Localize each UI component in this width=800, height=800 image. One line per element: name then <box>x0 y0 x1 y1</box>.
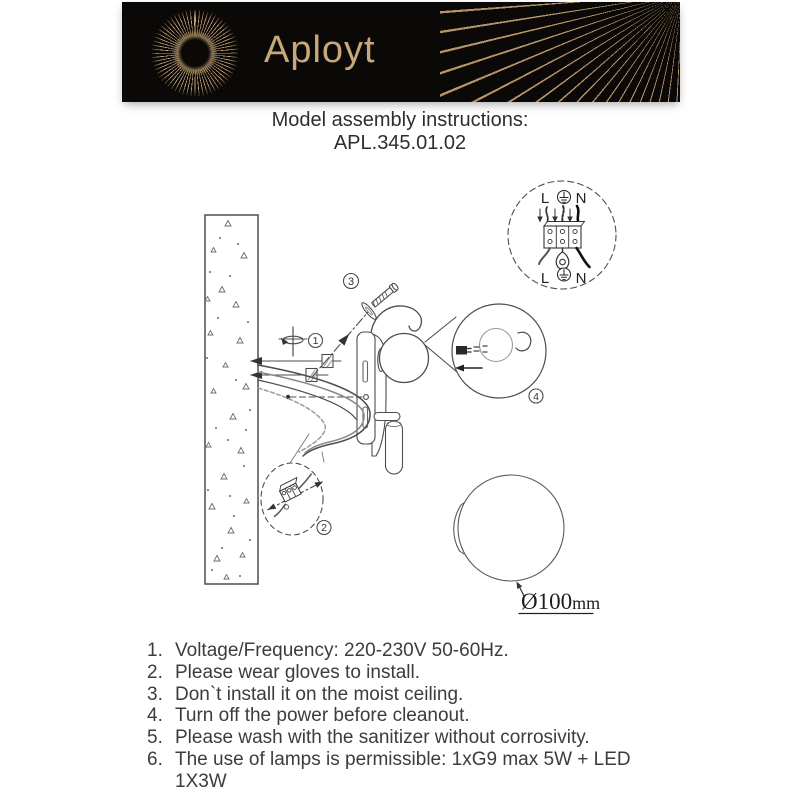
dimension-label <box>521 589 600 614</box>
dimension-unit: mm <box>572 593 601 613</box>
callout-1 <box>309 334 323 348</box>
item-text: Turn off the power before cleanout. <box>175 705 470 727</box>
item-number: 2. <box>147 661 163 683</box>
instruction-list <box>147 640 692 793</box>
item-number: 6. <box>147 748 163 770</box>
canopy-back-detail <box>425 304 546 398</box>
item-number: 1. <box>147 640 163 661</box>
wiring-diagram-detail <box>508 181 616 289</box>
wall <box>205 215 258 584</box>
brand-name: Aployt <box>264 28 376 71</box>
globe-shade <box>380 334 429 383</box>
wire-label-l-bottom: L <box>540 270 550 287</box>
instruction-item <box>147 684 692 706</box>
title-block <box>0 109 800 155</box>
callout-2 <box>317 521 331 535</box>
lamp-cylinder <box>386 421 403 474</box>
item-text: Please wash with the sanitizer without corrosivity. <box>175 727 590 749</box>
callout-4 <box>529 389 543 403</box>
model-number: APL.345.01.02 <box>333 132 467 154</box>
callout-3 <box>344 274 359 289</box>
item-text: Voltage/Frequency: 220-230V 50-60Hz. <box>175 640 509 661</box>
item-number: 3. <box>147 683 163 705</box>
instruction-item <box>147 705 692 727</box>
instruction-item <box>147 662 692 684</box>
instruction-item <box>147 749 692 771</box>
wire-label-n-bottom: N <box>575 270 587 287</box>
starburst-logo-icon <box>152 10 238 96</box>
item-number: 5. <box>147 727 163 749</box>
item-text: The use of lamps is permissible: 1xG9 max 5W + LED <box>175 748 631 770</box>
globe-dimension-detail <box>454 475 600 614</box>
dimension-value: Ø100 <box>521 589 573 614</box>
wall-lamp-fixture <box>357 306 429 474</box>
terminal-connection-detail <box>261 463 327 535</box>
item-number: 4. <box>147 705 163 727</box>
callout-3-label: 3 <box>347 276 355 288</box>
instruction-item <box>147 727 692 749</box>
item-text: Don`t install it on the moist ceiling. <box>175 683 464 705</box>
callout-1-label: 1 <box>312 335 319 348</box>
page-title: Model assembly instructions: <box>271 109 529 131</box>
item-text: Please wear gloves to install. <box>175 661 421 683</box>
brand-banner <box>122 2 680 102</box>
lamp-arm <box>371 306 421 333</box>
connector-plug <box>456 346 467 355</box>
earth-ground-icon <box>558 268 571 281</box>
wire-label-l-top: L <box>540 190 550 207</box>
callout-4-label: 4 <box>533 390 539 403</box>
instruction-item <box>147 640 692 662</box>
wire-label-n-top: N <box>575 190 587 207</box>
banner-rays-decoration <box>440 2 680 102</box>
instruction-item-continuation: 1X3W <box>175 770 227 792</box>
rotation-indicator <box>279 327 307 356</box>
lamp-holder-bracket <box>374 413 400 421</box>
assembly-diagram <box>0 160 800 650</box>
callout-2-label: 2 <box>321 522 327 535</box>
